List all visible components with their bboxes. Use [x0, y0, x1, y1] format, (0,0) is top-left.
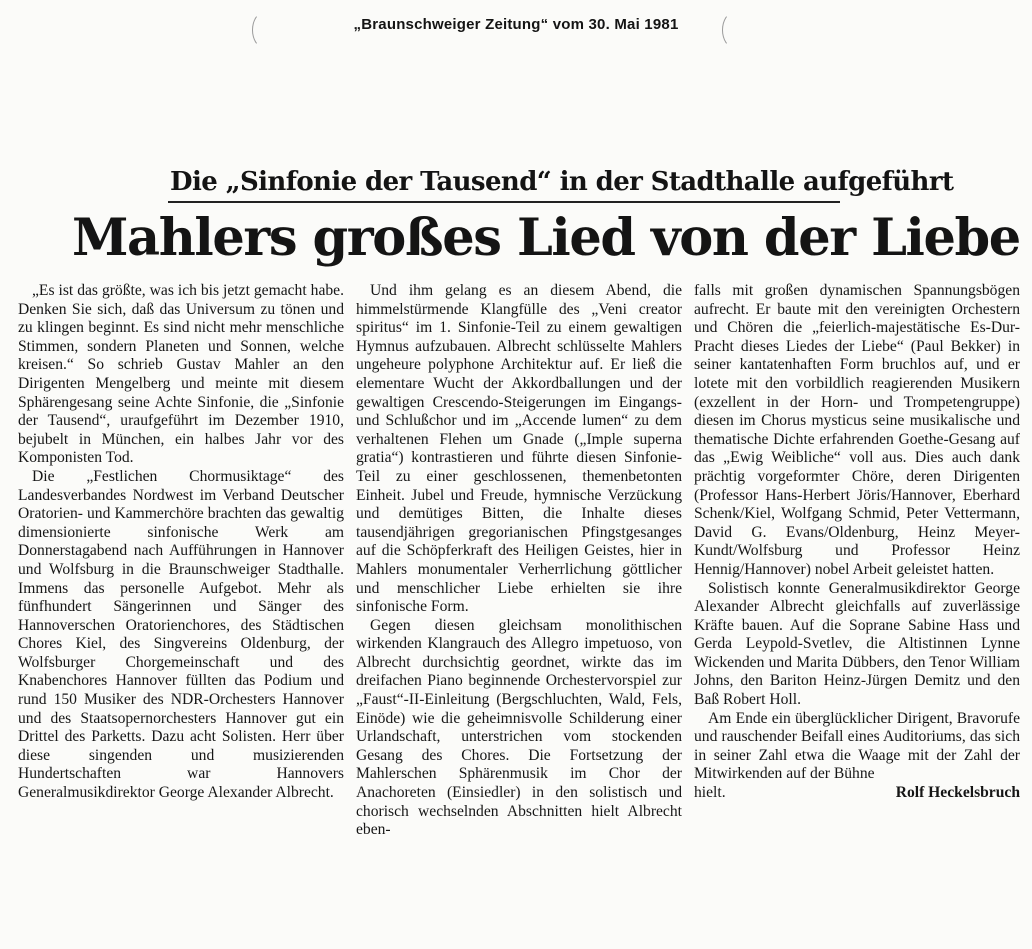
clipping-bracket-right	[722, 12, 746, 48]
article-headline: Mahlers großes Lied von der Liebe	[72, 208, 1020, 268]
closing-line	[694, 784, 1020, 803]
paragraph: „Es ist das größte, was ich bis jetzt gemacht habe. Denken Sie sich, daß das Universum zu tönen und zu klingen beginnt. Es sind nicht mehr menschliche Stimmen, sondern Planeten und Sonnen, welche kreisen.“ So schrieb Gustav Mahler an den Dirigenten Mengelberg und meinte mit diesem Sphärengesang seine Achte Sinfonie, die „Sinfonie der Tausend“, uraufgeführt im Dezember 1910, bejubelt in München, ein halbes Jahr vor des Komponisten Tod.	[18, 282, 344, 467]
article-column-1	[18, 282, 344, 803]
article-column-2	[356, 282, 682, 840]
paragraph: Die „Festlichen Chormusiktage“ des Landesverbandes Nordwest im Verband Deutscher Oratorien- und Kammerchöre brachten das gewaltig dimensionierte sinfonische Werk am Donnerstagabend nach Aufführungen in Hannover und Wolfsburg in die Braunschweiger Stadthalle. Immens das personelle Aufgebot. Mehr als fünfhundert Sängerinnen und Sänger des Hannoverschen Oratorienchores, des Städtischen Chores Kiel, des Singvereins Oldenburg, der Wolfsburger Chorgemeinschaft und des Knabenchores Hannover füllten das Podium und rund 150 Musiker des NDR-Orchesters Hannover und des Staatsopernorchesters Hannover gut ein Drittel des Parketts. Dazu acht Solisten. Herr über diese singenden und musizierenden Hundertschaften war Hannovers Generalmusikdirektor George Alexander Albrecht.	[18, 467, 344, 802]
paragraph: Gegen diesen gleichsam monolithischen wirkenden Klangrauch des Allegro impetuoso, von Albrecht durchsichtig geordnet, wirkte das im dreifachen Piano beginnende Orchestervorspiel zur „Faust“-II-Einleitung (Bergschluchten, Wald, Fels, Einöde) wie die geheimnisvolle Schilderung einer Urlandschaft, unterstrichen vom stockenden Gesang des Chores. Die Fortsetzung der Mahlerschen Sphärenmusik im Chor der Anachoreten (Einsiedler) in den solistisch und chorisch wechselnden Abschnitten hielt Albrecht eben-	[356, 616, 682, 839]
source-line: „Braunschweiger Zeitung“ vom 30. Mai 1981	[353, 16, 679, 33]
author-byline: Rolf Heckelsbruch	[895, 784, 1020, 802]
article-kicker: Die „Sinfonie der Tausend“ in der Stadthalle aufgeführt	[170, 167, 954, 197]
paragraph-end: hielt.	[694, 784, 726, 802]
paragraph: falls mit großen dynamischen Spannungsbögen aufrecht. Er baute mit den vereinigten Orchestern und Chören die „feierlich-majestätische Es-Dur-Pracht dieses Liedes der Liebe“ (Paul Bekker) in seiner kantatenhaften Form bruchlos auf, und er lotete mit den vorbildlich reagierenden Musikern (exzellent in der Horn- und Trompetengruppe) diesen im Chorus mysticus seine musikalische und thematische Dichte erfahrenden Goethe-Gesang auf das „Ewig Weibliche“ voll aus. Dies auch dank prächtig vorgeformter Chöre, deren Dirigenten (Professor Hans-Herbert Jöris/Hannover, Eberhard Schenk/Kiel, Wolfgang Schmid, Peter Vettermann, David G. Evans/Oldenburg, Heinz Meyer-Kundt/Wolfsburg und Professor Heinz Hennig/Hannover) nobel Arbeit geleistet hatten.	[694, 282, 1020, 578]
paragraph: Und ihm gelang es an diesem Abend, die himmelstürmende Klangfülle des „Veni creator spiritus“ im 1. Sinfonie-Teil zu einem gewaltigen Hymnus aufzubauen. Albrecht schlüsselte Mahlers ungeheure polyphone Architektur auf. Er ließ die elementare Wucht der Akkordballungen und der gewaltigen Crescendo-Steigerungen im Eingangs- und Schlußchor und im „Accende lumen“ zu dem verhaltenen Flehen um Gnade („Imple superna gratia“) kontrastieren und führte diesen Sinfonie-Teil zu einer geschlossenen, themenbetonten Einheit. Jubel und Freude, hymnische Verzückung und demütiges Bitten, die Inhalte dieses tausendjährigen gregorianischen Pfingstgesanges auf die Schöpferkraft des Heiligen Geistes, hier in Mahlers monumentaler Verherrlichung göttlicher und menschlicher Liebe erhielten sie ihre sinfonische Form.	[356, 282, 682, 616]
kicker-underline	[168, 201, 840, 203]
paragraph: Solistisch konnte Generalmusikdirektor George Alexander Albrecht gleichfalls auf zuverlässige Kräfte bauen. Auf die Soprane Sabine Hass und Gerda Leypold-Svetlev, die Altistinnen Lynne Wickenden und Marita Dübbers, den Tenor William Johns, den Bariton Heinz-Jürgen Demitz und den Baß Robert Holl.	[694, 579, 1020, 709]
paragraph: Am Ende ein überglücklicher Dirigent, Bravorufe und rauschender Beifall eines Auditoriums, das sich in seiner Zahl etwa die Waage mit der Zahl der Mitwirkenden auf der Bühne	[694, 709, 1020, 783]
article-column-3	[694, 282, 1020, 803]
